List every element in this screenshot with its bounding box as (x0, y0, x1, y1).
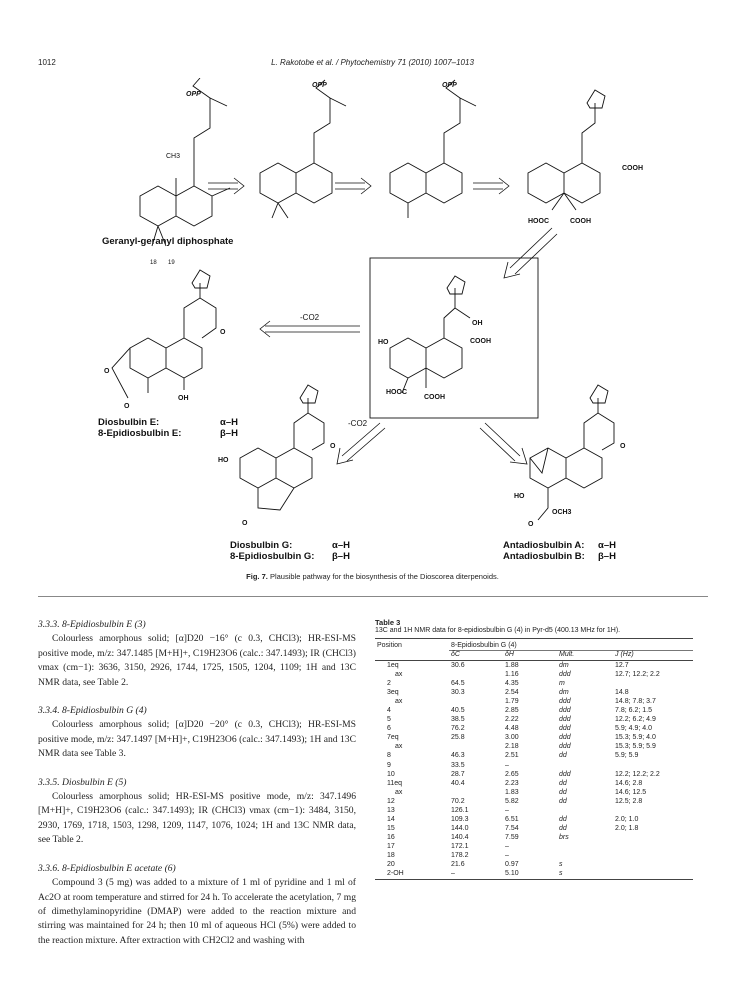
cell-dh: 6.51 (505, 815, 519, 823)
cell-dc (449, 670, 503, 679)
svg-text:O: O (330, 443, 336, 450)
nmr-table (375, 638, 693, 880)
cell-dc: 38.5 (451, 716, 465, 724)
table-row (375, 788, 693, 797)
cell-dc (449, 788, 503, 797)
svg-text:OPP: OPP (186, 91, 201, 98)
col-group: 8-Epidiosbulbin G (4) (449, 639, 693, 651)
table-row (375, 833, 693, 842)
cell-dh: 1.83 (505, 788, 519, 796)
table-row (375, 670, 693, 679)
cell-mult: s (559, 861, 563, 869)
cell-j: 12.5; 2.8 (615, 797, 643, 805)
cell-position: 20 (387, 861, 395, 869)
svg-text:HOOC: HOOC (528, 218, 549, 225)
section-body-3-3-4: Colourless amorphous solid; [α]D20 −20° (c 0.3, CHCl3); HR-ESI-MS positive mode, m/z: 347.1497 [M+H]+, C19H23O6 (calc.: 347.1493); 1H and 13C NMR data see Table 3. (38, 719, 356, 760)
intermediate-1 (260, 80, 346, 218)
cell-position: 2-OH (375, 869, 449, 880)
cell-j (613, 761, 693, 770)
table-row (375, 724, 693, 733)
cell-j: 12.2; 6.2; 4.9 (615, 716, 656, 724)
cell-mult: dd (559, 779, 567, 787)
cell-dh: 2.22 (505, 716, 519, 724)
cell-dc: 33.5 (451, 761, 465, 769)
cell-j: 15.3; 5.9; 5.9 (615, 743, 656, 751)
cell-mult (557, 851, 613, 860)
figure-separator (38, 596, 708, 597)
biosynthesis-scheme (90, 78, 690, 568)
svg-text:OPP: OPP (312, 82, 327, 89)
cell-dh: 1.79 (505, 698, 519, 706)
svg-text:HOOC: HOOC (386, 389, 407, 396)
svg-text:O: O (124, 403, 130, 410)
cell-position: 17 (387, 842, 395, 850)
cell-position: ax (395, 671, 403, 679)
cell-dc (449, 697, 503, 706)
table-row (375, 770, 693, 779)
cell-position: 7eq (387, 734, 399, 742)
cell-position: 2 (387, 680, 391, 688)
cell-mult: dd (559, 824, 567, 832)
table-row (375, 824, 693, 833)
cell-dc: 178.2 (451, 851, 469, 859)
section-body-3-3-6: Compound 3 (5 mg) was added to a mixture of 1 ml of pyridine and 1 ml of Ac2O at room temperature and stirred for 24 h. To accelerate the acetylation, 7 mg of dimethylaminopyridine (DMAP) were added to the reaction mixture and stirring was maintained for 24 h; then 10 ml of aqueous HCl (5%) were added to the reaction mixture. After extraction with CH2Cl2 and washing with (38, 877, 356, 946)
svg-text:O: O (620, 443, 626, 450)
svg-text:CH3: CH3 (166, 153, 181, 160)
cell-position: 9 (387, 761, 391, 769)
cell-position: 14 (387, 815, 395, 823)
alpha-h-label-2: α–H (332, 540, 350, 551)
diosbulbin-e-structure (104, 270, 226, 410)
section-heading-3-3-3: 3.3.3. 8-Epidiosbulbin E (3) (38, 619, 146, 630)
cell-dh: 4.48 (505, 725, 519, 733)
cell-j: 5.9; 5.9 (615, 752, 639, 760)
running-title: L. Rakotobe et al. / Phytochemistry 71 (2010) 1007–1013 (271, 58, 474, 67)
svg-text:COOH: COOH (424, 394, 445, 401)
svg-text:OPP: OPP (442, 82, 457, 89)
arrow-left (260, 321, 360, 337)
col-position: Position (375, 639, 449, 651)
beta-h-label-1: β–H (220, 428, 238, 439)
table-row (375, 806, 693, 815)
cell-position: 4 (387, 707, 391, 715)
cell-mult: dd (559, 788, 567, 796)
cell-dc: 40.5 (451, 707, 465, 715)
arrow-diagonal-2 (337, 423, 385, 464)
cell-position: 12 (387, 797, 395, 805)
cell-dc: – (449, 869, 503, 880)
cell-j: 5.9; 4.9; 4.0 (615, 725, 652, 733)
cell-mult: dm (559, 689, 569, 697)
cell-dc: 172.1 (451, 842, 469, 850)
col-dh: δH (503, 651, 557, 661)
cell-dh: 4.35 (505, 680, 519, 688)
cell-dh: – (505, 842, 509, 850)
cell-dh: 2.85 (505, 707, 519, 715)
minus-co2-label-2: -CO2 (348, 419, 368, 428)
epi-diosbulbin-e-label: 8-Epidiosbulbin E: (98, 428, 182, 439)
diosbulbin-g-structure (218, 385, 336, 527)
cell-dc: 28.7 (451, 770, 465, 778)
cell-mult: dm (559, 662, 569, 669)
svg-text:OH: OH (472, 320, 483, 327)
epi-diosbulbin-g-label: 8-Epidiosbulbin G: (230, 551, 315, 562)
cell-mult: ddd (559, 725, 571, 733)
cell-dh: 2.23 (505, 779, 519, 787)
cell-position: ax (395, 698, 403, 706)
cell-dc: 144.0 (451, 824, 469, 832)
cell-position: 3eq (387, 689, 399, 697)
table-row (375, 815, 693, 824)
alpha-h-label-3: α–H (598, 540, 616, 551)
cell-j (613, 806, 693, 815)
svg-text:O: O (242, 520, 248, 527)
cell-dc: 140.4 (451, 833, 469, 841)
cell-position: 18 (387, 851, 395, 859)
cell-j: 12.7 (615, 662, 629, 669)
cell-j: 15.3; 5.9; 4.0 (615, 734, 656, 742)
cell-position: 10 (387, 770, 395, 778)
figure-caption (0, 572, 745, 581)
diosbulbin-e-label: Diosbulbin E: (98, 417, 160, 428)
cell-mult (557, 806, 613, 815)
cell-dh: 7.54 (505, 824, 519, 832)
cell-j (613, 851, 693, 860)
diosbulbin-g-label: Diosbulbin G: (230, 540, 293, 551)
left-column (38, 618, 356, 948)
svg-text:O: O (220, 329, 226, 336)
cell-mult: ddd (559, 707, 571, 715)
cell-j (613, 842, 693, 851)
cell-mult: m (559, 680, 565, 688)
antadiosbulbin-a-label: Antadiosbulbin A: (503, 540, 585, 551)
cell-mult: brs (559, 833, 569, 841)
alpha-h-label-1: α–H (220, 417, 238, 428)
antadiosbulbin-structure (514, 385, 626, 528)
svg-text:HO: HO (378, 339, 389, 346)
table-row (375, 697, 693, 706)
table-row (375, 797, 693, 806)
cell-j (613, 679, 693, 688)
cell-j (613, 869, 693, 880)
svg-text:O: O (528, 521, 534, 528)
cell-dc: 30.3 (451, 689, 465, 697)
table-row (375, 751, 693, 760)
table-row (375, 851, 693, 860)
cell-dc: 126.1 (451, 806, 469, 814)
cell-position: 15 (387, 824, 395, 832)
table-row (375, 688, 693, 697)
cell-dh: 2.54 (505, 689, 519, 697)
svg-text:COOH: COOH (470, 338, 491, 345)
cell-mult: ddd (559, 770, 571, 778)
cell-dc: 46.3 (451, 752, 465, 760)
central-intermediate (378, 276, 491, 401)
cell-dh: 2.51 (505, 752, 519, 760)
cell-dc: 70.2 (451, 797, 465, 805)
cell-dc: 109.3 (451, 815, 469, 823)
table-row (375, 761, 693, 770)
table-body (375, 661, 693, 880)
cell-dh: – (505, 806, 509, 814)
cell-dc (449, 742, 503, 751)
col-j: J (Hz) (613, 651, 693, 661)
section-heading-3-3-4: 3.3.4. 8-Epidiosbulbin G (4) (38, 705, 147, 717)
arrow-3 (473, 178, 509, 194)
svg-text:COOH: COOH (622, 165, 643, 172)
cell-mult: ddd (559, 698, 571, 706)
cell-j: 2.0; 1.8 (615, 824, 639, 832)
cell-j: 14.8; 7.8; 3.7 (615, 698, 656, 706)
page-number: 1012 (38, 58, 56, 67)
arrow-2 (335, 178, 371, 194)
cell-j: 12.7; 12.2; 2.2 (615, 671, 660, 679)
cell-j (613, 860, 693, 869)
cell-dc: 76.2 (451, 725, 465, 733)
beta-h-label-3: β–H (598, 551, 616, 562)
table-row (375, 679, 693, 688)
svg-text:18: 18 (150, 260, 157, 266)
intermediate-3 (528, 90, 643, 225)
table-row (375, 842, 693, 851)
cell-dh: 1.16 (505, 671, 519, 679)
cell-position: 5 (387, 716, 391, 724)
svg-text:OH: OH (178, 395, 189, 402)
cell-j: 14.6; 12.5 (615, 788, 647, 796)
section-heading-3-3-5: 3.3.5. Diosbulbin E (5) (38, 776, 127, 788)
table-3 (375, 618, 693, 880)
col-dc: δC (449, 651, 503, 661)
cell-dh: 1.88 (505, 662, 519, 669)
svg-text:COOH: COOH (570, 218, 591, 225)
ggpp-label: Geranyl-geranyl diphosphate (102, 236, 234, 247)
svg-text:HO: HO (218, 457, 229, 464)
cell-dh: 5.82 (505, 797, 519, 805)
table-row (375, 733, 693, 742)
section-body-3-3-5: Colourless amorphous solid; HR-ESI-MS positive mode, m/z: 347.1496 [M+H]+, C19H23O6 (calc.: 347.1493); IR (CHCl3) νmax (cm−1): 3484, 3150, 2930, 1769, 1718, 1503, 1298, 1209, 1147, 1076, 1024; 1H and 13C NMR data, see Table 2. (38, 791, 356, 846)
figure-caption-label: Fig. 7. (246, 572, 268, 581)
cell-mult: ddd (559, 734, 571, 742)
cell-position: 16 (387, 833, 395, 841)
cell-position: ax (395, 743, 403, 751)
table-caption: 13C and 1H NMR data for 8-epidiosbulbin G (4) in Pyr-d5 (400.13 MHz for 1H). (375, 627, 621, 634)
table-row (375, 779, 693, 788)
cell-dh: 7.59 (505, 833, 519, 841)
cell-dh: 5.10 (503, 869, 557, 880)
cell-dc: 30.6 (451, 662, 465, 669)
cell-dh: 2.18 (505, 743, 519, 751)
cell-dh: 0.97 (505, 861, 519, 869)
cell-j: 2.0; 1.0 (615, 815, 639, 823)
table-row (375, 706, 693, 715)
cell-dh: 3.00 (505, 734, 519, 742)
cell-dh: – (505, 761, 509, 769)
table-row (375, 742, 693, 751)
cell-mult: dd (559, 815, 567, 823)
cell-mult (557, 761, 613, 770)
table-row (375, 715, 693, 724)
cell-mult (557, 842, 613, 851)
col-mult: Mult. (557, 651, 613, 661)
cell-j: 12.2; 12.2; 2.2 (615, 770, 660, 778)
section-body-3-3-3: Colourless amorphous solid; [α]D20 −16° (c 0.3, CHCl3); HR-ESI-MS positive mode, m/z: 347.1485 [M+H]+, C19H23O6 (calc.: 347.1493); IR (CHCl3) νmax (cm−1): 3636, 3150, 2926, 1744, 1725, 1505, 1204, 1109; 1H and 13C NMR data, see Table 2. (38, 633, 356, 688)
cell-mult: ddd (559, 743, 571, 751)
cell-dc: 64.5 (451, 680, 465, 688)
cell-j: 14.8 (615, 689, 629, 697)
svg-text:19: 19 (168, 260, 175, 266)
cell-position: 6 (387, 725, 391, 733)
table-title: Table 3 (375, 618, 401, 627)
table-row (375, 661, 693, 671)
intermediate-2 (390, 80, 476, 218)
svg-text:OCH3: OCH3 (552, 509, 572, 516)
cell-position: 8 (387, 752, 391, 760)
figure-caption-text: Plausible pathway for the biosynthesis of the Dioscorea diterpenoids. (269, 572, 499, 581)
table-row (375, 869, 693, 880)
cell-position: 11eq (387, 779, 403, 787)
beta-h-label-2: β–H (332, 551, 350, 562)
section-heading-3-3-6: 3.3.6. 8-Epidiosbulbin E acetate (6) (38, 862, 176, 874)
svg-text:HO: HO (514, 493, 525, 500)
antadiosbulbin-b-label: Antadiosbulbin B: (503, 551, 585, 562)
arrow-1 (208, 178, 244, 194)
cell-dc: 40.4 (451, 779, 465, 787)
cell-mult: dd (559, 797, 567, 805)
cell-dc: 25.8 (451, 734, 465, 742)
cell-mult: ddd (559, 671, 571, 679)
cell-j (613, 833, 693, 842)
cell-mult: ddd (559, 716, 571, 724)
table-row (375, 860, 693, 869)
cell-position: 13 (387, 806, 395, 814)
cell-mult: dd (559, 752, 567, 760)
cell-position: ax (395, 788, 403, 796)
cell-j: 14.6; 2.8 (615, 779, 643, 787)
svg-text:O: O (104, 368, 110, 375)
cell-position: 1eq (387, 662, 399, 669)
minus-co2-label-1: -CO2 (300, 313, 320, 322)
cell-dc: 21.6 (451, 861, 465, 869)
arrow-diagonal-1 (504, 228, 557, 278)
cell-dh: – (505, 851, 509, 859)
arrow-diagonal-3 (480, 423, 527, 464)
cell-dh: 2.65 (505, 770, 519, 778)
cell-mult: s (557, 869, 613, 880)
cell-j: 7.8; 6.2; 1.5 (615, 707, 652, 715)
